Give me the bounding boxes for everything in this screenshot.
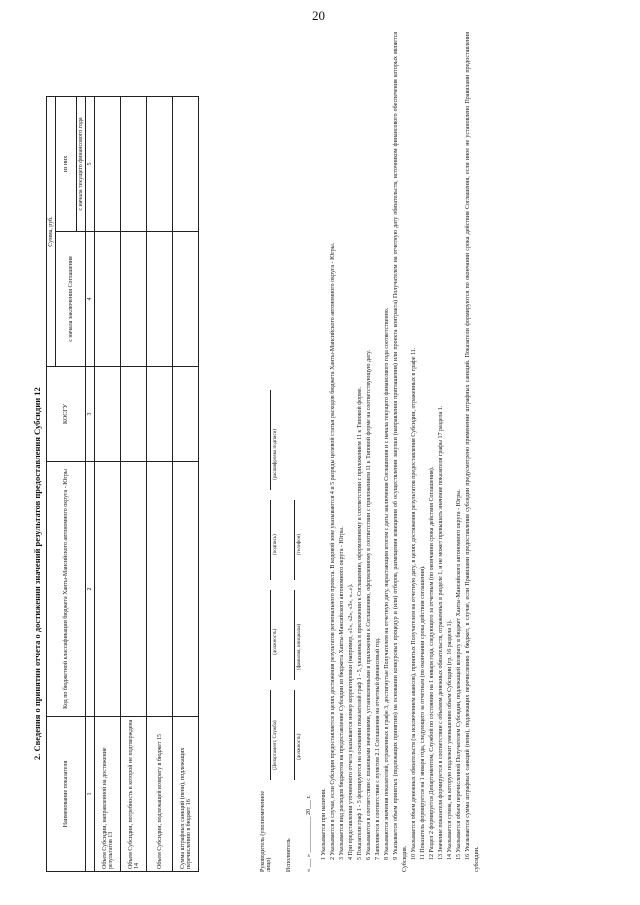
footnote: 16 Указывается сумма штрафных санкций (пени), подлежащих перечислению в бюджет, в случае, если Правилами предоставления субсидии предусмотрено применение штрафных санкций. Показатели формируются по окончании срока действия Соглашения, если иное не установлено Правилами предоставления субсидии. <box>465 32 480 872</box>
footnote: 9 Указывается объем принятых (подлежащих принятию) на основании конкурсных процедур и (или) отборов, размещения извещения об осуществлении закупки (направления приглашения) или проекта контракта) Получателем на отчетную дату обязательств, источником финансового обеспечения которых является Субсидия. <box>393 32 408 872</box>
caption: (должность) <box>297 733 302 760</box>
section-title: 2. Сведения о принятии отчета о достижении значений результатов предоставления Субсидии 12 <box>32 387 42 760</box>
exec-label: Исполнитель <box>286 838 292 872</box>
footnote: 14 Указывается сумма, на которую подлежит уменьшению объем Субсидии (гр. 16 раздела 1). <box>447 619 453 860</box>
caption: (должность) <box>273 628 278 655</box>
head-label: Руководитель (уполномоченное лицо) <box>260 790 272 872</box>
footnote: 12 Раздел 2 формируется Департаментом, Службой по состоянию на 1 января года, следующего за отчетным (по окончании срока действия Соглашения). <box>429 466 435 860</box>
footnote: 15 Указывается объем перечисленной Получателем Субсидии, подлежащей возврату в бюджет Ханты-Мансийского автономного округа - Югры. <box>456 489 462 860</box>
footnotes <box>320 32 482 872</box>
header-indicator: Наименование показателя <box>47 717 86 872</box>
footnote: 1 Указывается при наличии. <box>321 788 327 860</box>
caption: (подпись) <box>273 534 278 555</box>
footnote: 2 Указывается в случае, если Субсидия предоставляется в целях достижения результатов регионального проекта. В кодовой зоне указываются 4 и 5 разряды целевой статьи расходов бюджета Ханты-Мансийского автономного округа - Югры. <box>330 242 336 860</box>
caption: (Департамент, Служба) <box>273 720 278 770</box>
results-table <box>46 96 199 872</box>
col-num: 4 <box>86 232 95 367</box>
header-from-year: с начала текущего финансового года <box>77 97 86 232</box>
col-num: 5 <box>86 97 95 232</box>
caption: (телефон) <box>297 534 302 555</box>
footnote: 8 Указываются значения показателей, отраженных в графе 3, достигнутые Получателем на отчетную дату, нарастающим итогом с даты заключения Соглашения и с начала текущего финансового года соответственно. <box>384 307 390 860</box>
footnote: 4 При представлении уточненного отчета указывается номер корректировки (например, «1», «2», «3», «...»). <box>348 583 354 860</box>
footnote: 6 Указываются в соответствии с плановыми значениями, установленными в приложении к Соглашению, оформленному в соответствии с приложением 11 к Типовой форме на соответствующую дату. <box>366 349 372 860</box>
header-from-agreement: с начала заключения Соглашения <box>56 232 86 367</box>
row-label: Сумма штрафных санкций (пени), подлежащих перечислению в бюджет 16 <box>173 717 199 872</box>
header-kbk: Код по бюджетной классификации бюджета Ханты-Мансийского автономного округа - Югры <box>47 462 86 717</box>
rotated-content <box>20 20 620 880</box>
footnote: 3 Указывается вид расходов бюджетов на предоставление Субсидии из бюджета Ханты-Мансийского автономного округа - Югры. <box>339 526 345 860</box>
footnote: 10 Указывается объем денежных обязательств (за исключением авансов), принятых Получателем на отчетную дату, в целях достижения результатов предоставления Субсидии, отраженных в графе 11. <box>411 347 417 860</box>
header-of-them: из них <box>56 97 77 232</box>
footnote: 5 Показатели граф 1 - 5 формируются на основании показателей граф 1 - 5, указанных в приложении к Соглашению, оформленному в соответствии с приложением 11 к Типовой форме. <box>357 386 363 860</box>
col-num: 1 <box>86 717 95 872</box>
caption: (фамилия, инициалы) <box>297 623 302 670</box>
caption: (расшифровка подписи) <box>273 428 278 480</box>
col-num: 2 <box>86 462 95 717</box>
header-kosgu: КОСГУ <box>47 367 86 462</box>
header-sum: Сумма, руб. <box>47 97 56 367</box>
row-label: Объем Субсидии, направленной на достижение результатов 13 <box>95 717 121 872</box>
page-number: 20 <box>312 8 325 23</box>
row-label: Объем Субсидии, подлежащей возврату в бюджет 15 <box>147 717 173 872</box>
row-label: Объем Субсидии, потребность в которой не подтверждена 14 <box>121 717 147 872</box>
footnote: 11 Показатель формируется на 1 января года, следующего за отчетным (по окончании срока действия соглашения). <box>420 565 426 860</box>
date-line: « ___ » ____________ 20___ г. <box>306 795 312 872</box>
footnote: 13 Значение показателя формируется в соответствии с объемом денежных обязательств, отраженных в разделе 1, и не может превышать значение показателя графы 17 раздела 1. <box>438 405 444 860</box>
col-num: 3 <box>86 367 95 462</box>
footnote: 7 Заполняется в соответствии с пунктом 2.1 Соглашения на отчетный финансовый год. <box>375 637 381 860</box>
